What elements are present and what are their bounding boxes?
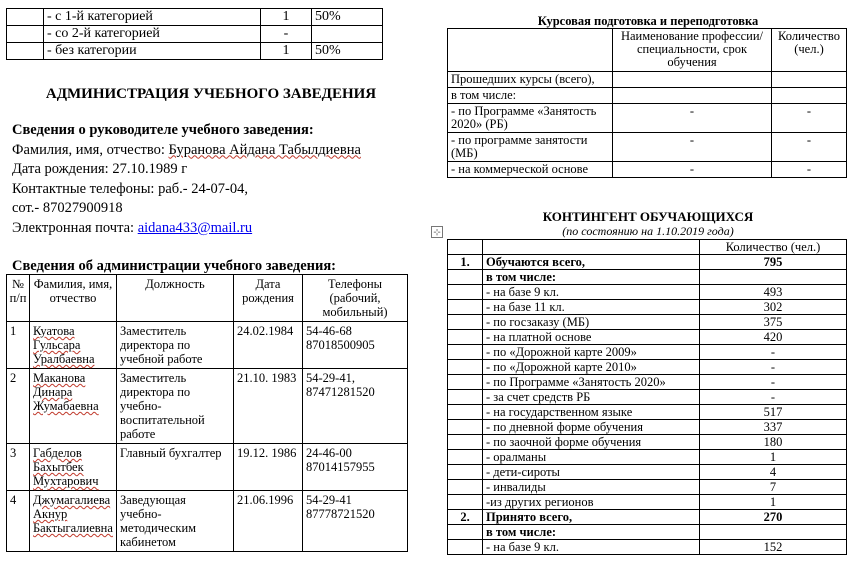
head-name-line xyxy=(12,141,361,161)
category-row xyxy=(7,43,383,60)
contingent-num: 1. xyxy=(448,255,483,270)
course-name: - xyxy=(613,162,772,178)
contingent-label: -из других регионов xyxy=(483,495,700,510)
contingent-row xyxy=(448,345,847,360)
contingent-label: - оралманы xyxy=(483,450,700,465)
course-label: Прошедших курсы (всего), xyxy=(448,72,613,88)
course-title: Курсовая подготовка и переподготовка xyxy=(537,14,759,28)
contingent-label: - дети-сироты xyxy=(483,465,700,480)
admin-row xyxy=(7,369,408,444)
contingent-label: - на базе 11 кл. xyxy=(483,300,700,315)
admin-position: Заместитель директора по учебной работе xyxy=(117,322,234,369)
admin-position: Заместитель директора по учебно-воспитательной работе xyxy=(117,369,234,444)
header-dob: Дата рождения xyxy=(234,275,303,322)
admin-row xyxy=(7,491,408,552)
course-row xyxy=(448,104,847,133)
category-percent: 50% xyxy=(312,43,383,60)
course-name: - xyxy=(613,104,772,133)
contingent-label: - на платной основе xyxy=(483,330,700,345)
contingent-num xyxy=(448,465,483,480)
contingent-table xyxy=(447,239,847,555)
contingent-label: - инвалиды xyxy=(483,480,700,495)
category-percent: 50% xyxy=(312,9,383,26)
contingent-label: - за счет средств РБ xyxy=(483,390,700,405)
course-name xyxy=(613,88,772,104)
table-move-icon[interactable]: ⊹ xyxy=(431,226,443,238)
head-dob: Дата рождения: 27.10.1989 г xyxy=(12,161,188,177)
category-label: - без категории xyxy=(44,43,261,60)
admin-num: 3 xyxy=(7,444,30,491)
contingent-num xyxy=(448,495,483,510)
contingent-num xyxy=(448,375,483,390)
contingent-row xyxy=(448,525,847,540)
contingent-row xyxy=(448,315,847,330)
admin-table xyxy=(6,274,408,552)
contingent-num xyxy=(448,360,483,375)
course-name: - xyxy=(613,133,772,162)
course-count: - xyxy=(772,133,847,162)
header-name: Фамилия, имя, отчество xyxy=(30,275,117,322)
contingent-label: - по дневной форме обучения xyxy=(483,420,700,435)
admin-table-title: Сведения об администрации учебного заведения: xyxy=(12,258,337,274)
contingent-row xyxy=(448,330,847,345)
contingent-value: 337 xyxy=(700,420,847,435)
admin-name: Куатова Гульсара Уралбаевна xyxy=(30,322,117,369)
contingent-value: 517 xyxy=(700,405,847,420)
contingent-row xyxy=(448,390,847,405)
contingent-num xyxy=(448,525,483,540)
course-name xyxy=(613,72,772,88)
category-label: - со 2-й категорией xyxy=(44,26,261,43)
course-label: в том числе: xyxy=(448,88,613,104)
admin-phones: 54-29-41, 87471281520 xyxy=(303,369,408,444)
head-phones: Контактные телефоны: раб.- 24-07-04, xyxy=(12,180,249,197)
admin-name: Маканова Динара Жумабаевна xyxy=(30,369,117,444)
course-label: - на коммерческой основе xyxy=(448,162,613,178)
contingent-label: - по Программе «Занятость 2020» xyxy=(483,375,700,390)
head-name-value: Буранова Айдана Табылдиевна xyxy=(168,141,361,158)
course-count xyxy=(772,72,847,88)
contingent-title: КОНТИНГЕНТ ОБУЧАЮЩИХСЯ xyxy=(542,209,754,224)
contingent-label: - по «Дорожной карте 2009» xyxy=(483,345,700,360)
contingent-row xyxy=(448,255,847,270)
contingent-value: - xyxy=(700,345,847,360)
admin-dob: 21.10. 1983 xyxy=(234,369,303,444)
admin-name: Джумагалиева Акнур Бактыгалиевна xyxy=(30,491,117,552)
contingent-row xyxy=(448,450,847,465)
head-name-label: Фамилия, имя, отчество: xyxy=(12,141,169,158)
contingent-value: 152 xyxy=(700,540,847,555)
course-count xyxy=(772,88,847,104)
contingent-label: в том числе: xyxy=(483,525,700,540)
contingent-row xyxy=(448,270,847,285)
contingent-value: 420 xyxy=(700,330,847,345)
contingent-subtitle: (по состоянию на 1.10.2019 года) xyxy=(562,224,734,238)
admin-phones: 24-46-00 87014157955 xyxy=(303,444,408,491)
course-header-count: Количество (чел.) xyxy=(772,29,847,72)
contingent-value xyxy=(700,270,847,285)
contingent-label: Обучаются всего, xyxy=(483,255,700,270)
admin-heading: АДМИНИСТРАЦИЯ УЧЕБНОГО ЗАВЕДЕНИЯ xyxy=(45,86,377,102)
contingent-num xyxy=(448,480,483,495)
contingent-value: - xyxy=(700,360,847,375)
admin-position: Главный бухгалтер xyxy=(117,444,234,491)
contingent-num xyxy=(448,300,483,315)
category-row-spacer xyxy=(7,26,44,43)
contingent-row xyxy=(448,405,847,420)
course-row xyxy=(448,133,847,162)
course-header-empty xyxy=(448,29,613,72)
contingent-label: Принято всего, xyxy=(483,510,700,525)
course-row xyxy=(448,88,847,104)
contingent-num xyxy=(448,540,483,555)
contingent-header-num xyxy=(448,240,483,255)
contingent-value: 493 xyxy=(700,285,847,300)
contingent-header xyxy=(448,240,847,255)
contingent-row xyxy=(448,465,847,480)
course-row xyxy=(448,162,847,178)
contingent-row xyxy=(448,495,847,510)
contingent-num xyxy=(448,285,483,300)
admin-row xyxy=(7,322,408,369)
course-count: - xyxy=(772,104,847,133)
admin-phones: 54-29-41 87778721520 xyxy=(303,491,408,552)
contingent-value: 795 xyxy=(700,255,847,270)
category-row-spacer xyxy=(7,9,44,26)
admin-num: 1 xyxy=(7,322,30,369)
contingent-value xyxy=(700,525,847,540)
contingent-value: - xyxy=(700,375,847,390)
category-label: - с 1-й категорией xyxy=(44,9,261,26)
contingent-num xyxy=(448,405,483,420)
contingent-num xyxy=(448,315,483,330)
course-table xyxy=(447,28,847,178)
contingent-row xyxy=(448,300,847,315)
contingent-row xyxy=(448,435,847,450)
contingent-row xyxy=(448,285,847,300)
head-info xyxy=(12,121,361,238)
course-label: - по Программе «Занятость 2020» (РБ) xyxy=(448,104,613,133)
head-email-label: Электронная почта: xyxy=(12,219,138,236)
contingent-label: - по «Дорожной карте 2010» xyxy=(483,360,700,375)
contingent-header-label xyxy=(483,240,700,255)
contingent-value: 270 xyxy=(700,510,847,525)
head-email-line xyxy=(12,219,361,239)
contingent-label: - на базе 9 кл. xyxy=(483,285,700,300)
header-phones: Телефоны (рабочий, мобильный) xyxy=(303,275,408,322)
contingent-value: - xyxy=(700,390,847,405)
admin-num: 4 xyxy=(7,491,30,552)
category-count: - xyxy=(261,26,312,43)
contingent-value: 1 xyxy=(700,495,847,510)
header-position: Должность xyxy=(117,275,234,322)
category-row xyxy=(7,9,383,26)
contingent-value: 375 xyxy=(700,315,847,330)
contingent-num xyxy=(448,450,483,465)
contingent-row xyxy=(448,375,847,390)
contingent-row xyxy=(448,480,847,495)
course-header-name: Наименование профессии/специальности, срок обучения xyxy=(613,29,772,72)
admin-name: Габделов Бахытбек Мухтарович xyxy=(30,444,117,491)
contingent-value: 4 xyxy=(700,465,847,480)
contingent-num xyxy=(448,435,483,450)
contingent-row xyxy=(448,360,847,375)
admin-position: Заведующая учебно-методическим кабинетом xyxy=(117,491,234,552)
category-row-spacer xyxy=(7,43,44,60)
contingent-label: в том числе: xyxy=(483,270,700,285)
admin-table-header xyxy=(7,275,408,322)
head-mobile: сот.- 87027900918 xyxy=(12,200,123,216)
contingent-header-count: Количество (чел.) xyxy=(700,240,847,255)
contingent-num xyxy=(448,390,483,405)
contingent-num xyxy=(448,330,483,345)
email-link[interactable]: aidana433@mail.ru xyxy=(137,219,253,236)
category-count: 1 xyxy=(261,43,312,60)
course-row xyxy=(448,72,847,88)
category-count: 1 xyxy=(261,9,312,26)
contingent-row xyxy=(448,420,847,435)
category-table xyxy=(6,8,383,60)
admin-num: 2 xyxy=(7,369,30,444)
admin-dob: 21.06.1996 xyxy=(234,491,303,552)
head-info-title: Сведения о руководителе учебного заведения: xyxy=(12,122,314,138)
course-label: - по программе занятости (МБ) xyxy=(448,133,613,162)
contingent-value: 1 xyxy=(700,450,847,465)
contingent-value: 7 xyxy=(700,480,847,495)
contingent-value: 302 xyxy=(700,300,847,315)
course-table-header xyxy=(448,29,847,72)
contingent-row xyxy=(448,540,847,555)
header-num: № п/п xyxy=(7,275,30,322)
contingent-label: - по заочной форме обучения xyxy=(483,435,700,450)
category-percent xyxy=(312,26,383,43)
contingent-label: - по госзаказу (МБ) xyxy=(483,315,700,330)
category-row xyxy=(7,26,383,43)
contingent-row xyxy=(448,510,847,525)
contingent-num xyxy=(448,345,483,360)
contingent-label: - на государственном языке xyxy=(483,405,700,420)
contingent-label: - на базе 9 кл. xyxy=(483,540,700,555)
contingent-num: 2. xyxy=(448,510,483,525)
admin-row xyxy=(7,444,408,491)
admin-dob: 24.02.1984 xyxy=(234,322,303,369)
contingent-num xyxy=(448,270,483,285)
contingent-num xyxy=(448,420,483,435)
admin-dob: 19.12. 1986 xyxy=(234,444,303,491)
course-count: - xyxy=(772,162,847,178)
admin-phones: 54-46-68 87018500905 xyxy=(303,322,408,369)
contingent-value: 180 xyxy=(700,435,847,450)
